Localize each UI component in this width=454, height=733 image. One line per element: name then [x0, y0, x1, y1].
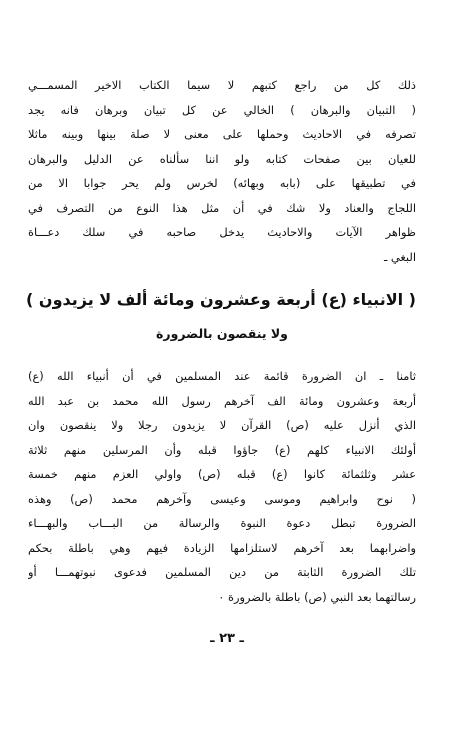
text-line: ( نوح وابراهيم وموسى وعيسى وآخرهم محمد (ص) وهذه: [28, 491, 416, 506]
text-line: الذي أنزل عليه (ص) القرآن لا يزيدون رجلا ولا ينقصون وان: [28, 418, 416, 432]
text-line: للعيان بين صفحات كتابه ولو اننا سألناه عن الدليل والبرهان: [28, 151, 416, 166]
paragraph-eighth: [28, 364, 416, 609]
section-subheading: ولا ينقصون بالضرورة: [156, 326, 288, 341]
text-line: في تطبيقها على (بابه وبهائه) لخرس ولم يحر جوابا الا من: [28, 176, 416, 190]
text-line: اللجاج والعناد ولا شك في أن مثل هذا النوع من التصرف في: [28, 200, 416, 215]
section-heading: ( الانبياء (ع) أربعة وعشرون ومائة ألف لا يزيدون ): [26, 290, 416, 309]
text-line: واضرابهما بعد آخرهم لاستلزامها الزيادة فيهم وهي باطلة بحكم: [28, 540, 416, 555]
page-number: ـ ٢٣ ـ: [210, 631, 244, 646]
text-line: رسالتهما بعد النبي (ص) باطلة بالضرورة ٠: [218, 589, 416, 604]
text-line: ذلك كل من راجع كتبهم لا سيما الكتاب الاخير المسمـــي: [28, 78, 416, 92]
paragraph-intro: [28, 73, 416, 269]
text-line: عشر وثلثمائة كانوا (ع) قبله (ص) واولي العزم منهم خمسة: [28, 467, 416, 481]
text-line: تلك الضرورة الثابتة من دين المسلمين فدعوى نبوتهمـــا أو: [28, 565, 416, 579]
text-line: البغي ـ: [383, 249, 416, 264]
text-line: تصرفه في الاحاديث وحملها على معنى لا صلة بينها وبينه ماثلا: [28, 127, 416, 141]
text-line: أربعة وعشرون ومائة الف آخرهم رسول الله محمد بن عبد الله: [28, 393, 416, 408]
text-line: أولئك الانبياء كلهم (ع) جاؤوا قبله وأن المرسلين منهم ثلاثة: [28, 442, 416, 457]
text-line: ظواهر الآيات والاحاديث يدخل صاحبه في سلك دعـــاة: [28, 225, 416, 239]
text-line: الضرورة تبطل دعوة النبوة والرسالة من البـــاب والبهـــاء: [28, 516, 416, 530]
text-line: ثامنا ـ ان الضرورة قائمة عند المسلمين في أن أنبياء الله (ع): [28, 369, 416, 383]
text-line: ( التبيان والبرهان ) الخالي عن كل تبيان وبرهان فانه يجد: [28, 102, 416, 117]
